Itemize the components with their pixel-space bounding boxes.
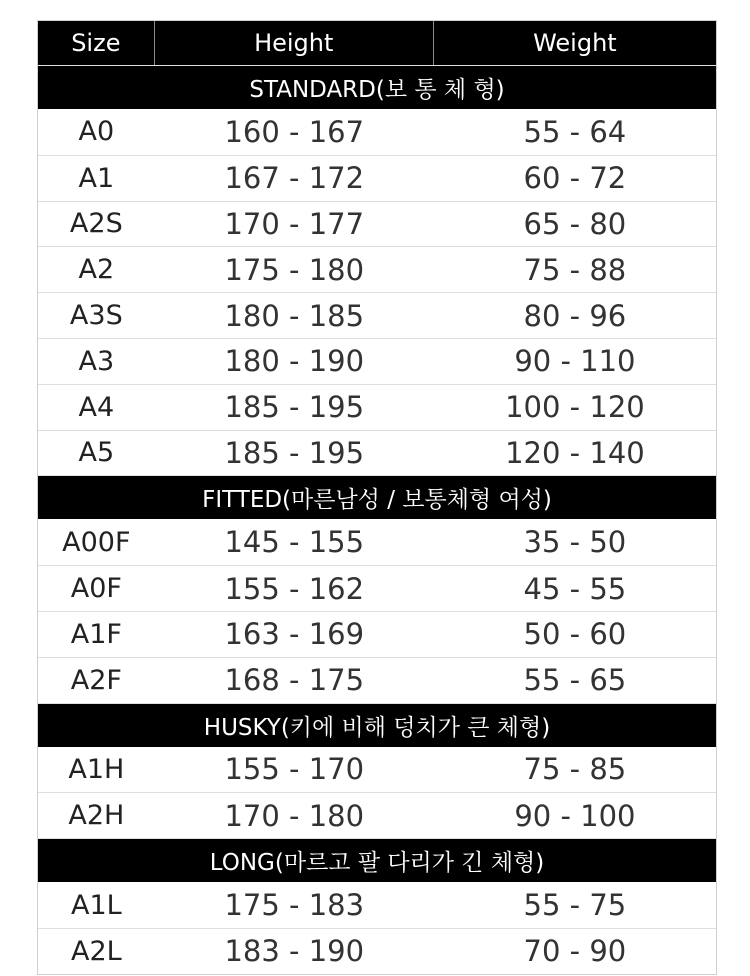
table-row xyxy=(38,519,716,565)
table-row xyxy=(38,792,716,838)
table-row xyxy=(38,430,716,476)
weight-cell: 70 - 90 xyxy=(523,934,627,969)
weight-cell: 50 - 60 xyxy=(523,617,627,652)
weight-cell: 120 - 140 xyxy=(505,435,645,470)
size-cell: A1 xyxy=(78,162,115,194)
table-row xyxy=(38,747,716,793)
size-cell: A2H xyxy=(68,800,125,832)
weight-cell: 75 - 88 xyxy=(523,252,627,287)
weight-cell: 60 - 72 xyxy=(523,161,627,196)
size-cell: A1F xyxy=(70,618,122,650)
table-row xyxy=(38,565,716,611)
height-cell: 185 - 195 xyxy=(224,390,365,425)
weight-cell: 55 - 64 xyxy=(523,114,627,149)
weight-cell: 90 - 110 xyxy=(514,344,636,379)
size-cell: A2 xyxy=(78,254,115,286)
weight-cell: 75 - 85 xyxy=(523,752,627,787)
height-cell: 185 - 195 xyxy=(224,435,365,470)
table-header-row xyxy=(38,21,716,65)
height-cell: 170 - 177 xyxy=(224,206,365,241)
height-cell: 163 - 169 xyxy=(224,617,365,652)
table-row xyxy=(38,657,716,703)
section-header: HUSKY(키에 비해 덩치가 큰 체형) xyxy=(38,703,716,747)
section-header: STANDARD(보 통 체 형) xyxy=(38,65,716,109)
height-cell: 145 - 155 xyxy=(224,525,365,560)
table-row xyxy=(38,109,716,155)
weight-cell: 80 - 96 xyxy=(523,298,627,333)
section-header: LONG(마르고 팔 다리가 긴 체형) xyxy=(38,838,716,882)
height-cell: 170 - 180 xyxy=(224,798,365,833)
size-cell: A3 xyxy=(78,345,115,377)
size-chart-table xyxy=(37,20,717,975)
column-header-size: Size xyxy=(38,21,155,65)
size-cell: A3S xyxy=(69,300,123,332)
table-row xyxy=(38,201,716,247)
size-cell: A1H xyxy=(68,753,125,785)
weight-cell: 45 - 55 xyxy=(523,571,627,606)
size-cell: A00F xyxy=(62,526,131,558)
table-row xyxy=(38,928,716,974)
table-row xyxy=(38,611,716,657)
size-cell: A2L xyxy=(70,935,122,967)
weight-cell: 100 - 120 xyxy=(505,390,645,425)
weight-cell: 65 - 80 xyxy=(523,206,627,241)
height-cell: 167 - 172 xyxy=(224,161,365,196)
height-cell: 155 - 162 xyxy=(224,571,365,606)
size-cell: A2S xyxy=(69,208,123,240)
size-cell: A2F xyxy=(70,664,122,696)
size-cell: A5 xyxy=(78,437,115,469)
weight-cell: 55 - 75 xyxy=(523,888,627,923)
height-cell: 168 - 175 xyxy=(224,663,365,698)
size-cell: A4 xyxy=(78,391,115,423)
weight-cell: 90 - 100 xyxy=(514,798,636,833)
height-cell: 160 - 167 xyxy=(224,114,365,149)
size-cell: A0F xyxy=(70,573,122,605)
table-row xyxy=(38,155,716,201)
table-row xyxy=(38,384,716,430)
height-cell: 180 - 185 xyxy=(224,298,365,333)
column-header-weight: Weight xyxy=(533,29,617,57)
height-cell: 175 - 183 xyxy=(224,888,365,923)
table-row xyxy=(38,882,716,928)
table-body xyxy=(38,65,716,974)
height-cell: 183 - 190 xyxy=(224,934,365,969)
table-row xyxy=(38,292,716,338)
column-header-height: Height xyxy=(155,21,434,65)
height-cell: 180 - 190 xyxy=(224,344,365,379)
weight-cell: 55 - 65 xyxy=(523,663,627,698)
table-row xyxy=(38,338,716,384)
section-header: FITTED(마른남성 / 보통체형 여성) xyxy=(38,475,716,519)
table-row xyxy=(38,246,716,292)
size-cell: A0 xyxy=(78,116,115,148)
height-cell: 175 - 180 xyxy=(224,252,365,287)
height-cell: 155 - 170 xyxy=(224,752,365,787)
weight-cell: 35 - 50 xyxy=(523,525,627,560)
size-cell: A1L xyxy=(70,889,122,921)
